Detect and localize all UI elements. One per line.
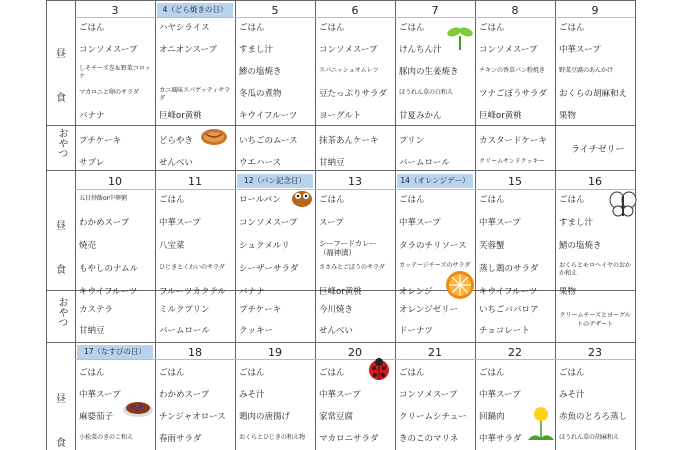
lunch-item: オレンジ — [399, 287, 433, 297]
grid-vline — [475, 0, 476, 450]
lunch-item: ごはん — [559, 23, 585, 33]
lunch-item: コンソメスープ — [79, 45, 138, 55]
lunch-item: 赤魚のとろろ蒸し — [559, 412, 628, 422]
orange-slice-icon — [443, 270, 477, 300]
lunch-item: ヨーグルト — [319, 111, 362, 121]
lunch-item: ごはん — [79, 368, 105, 378]
lunch-item: コンソメスープ — [399, 390, 458, 400]
lunch-item: ごはん — [479, 23, 505, 33]
snack-item: プリン — [399, 136, 425, 146]
lunch-item: すまし汁 — [559, 218, 594, 228]
lunch-item: コンソメスープ — [479, 45, 538, 55]
lunch-item: ごはん — [479, 195, 505, 205]
lunch-item: ささみとごぼうのサラダ — [319, 264, 385, 271]
side-label-lunch: 昼 — [56, 49, 66, 60]
snack-item: 甘納豆 — [79, 326, 105, 336]
side-label-lunch-2: 食 — [56, 265, 66, 276]
lunch-item: 春雨サラダ — [159, 434, 202, 444]
lunch-item: スパニッシュオムレツ — [319, 67, 379, 74]
snack-item: クリームチーズとヨーグルトのデザート — [559, 312, 631, 328]
day-number: 23 — [588, 346, 602, 359]
lunch-item: 五目炒飯or中華粥 — [79, 195, 127, 202]
lunch-item: ごはん — [399, 23, 425, 33]
lunch-item: フルーツカクテル — [159, 287, 226, 297]
leaf-sprout-icon — [445, 22, 475, 52]
lunch-item: ごはん — [239, 23, 265, 33]
lunch-item: 中華スープ — [479, 390, 521, 400]
lunch-item: キウイフルーツ — [79, 287, 138, 297]
lunch-item: ごはん — [79, 23, 105, 33]
lunch-item: 中華スープ — [79, 390, 121, 400]
lunch-item: ごはん — [319, 368, 345, 378]
side-label-lunch-2: 食 — [56, 93, 66, 104]
lunch-item: 蒸し鶏のサラダ — [479, 264, 539, 274]
snack-item: クリームサンドクッキー — [479, 158, 545, 165]
day-number: 21 — [428, 346, 442, 359]
lunch-item: ごはん — [239, 368, 265, 378]
day-number: 3 — [111, 4, 119, 17]
side-label-snack: おやつ — [56, 128, 67, 158]
snack-item: クッキー — [239, 326, 274, 336]
lunch-item: 豆たっぷりサラダ — [319, 89, 387, 99]
grid-vline — [155, 0, 156, 450]
grid-hline — [46, 170, 636, 171]
side-label-snack: おやつ — [56, 297, 67, 327]
day-header: 4（どら焼きの日） — [157, 3, 233, 17]
lunch-item: コンソメスープ — [319, 45, 378, 55]
lunch-item: ひじきとくわいのサラダ — [159, 264, 225, 271]
lunch-item: 中華スープ — [559, 45, 601, 55]
snack-item: バームロール — [159, 326, 210, 336]
lunch-item: オニオンスープ — [159, 45, 218, 55]
grid-vline — [46, 0, 47, 450]
lunch-item: キウイフルーツ — [239, 111, 298, 121]
lunch-item: 巨峰or黄桃 — [319, 287, 362, 297]
lunch-item: すまし汁 — [239, 45, 274, 55]
day-number: 5 — [271, 4, 279, 17]
lunch-item: わかめスープ — [79, 218, 130, 228]
lunch-item: 巨峰or黄桃 — [479, 111, 522, 121]
snack-item: ライチゼリー — [571, 145, 625, 155]
lunch-item: 中華サラダ — [479, 434, 522, 444]
lunch-item: ごはん — [159, 195, 185, 205]
day-number: 11 — [188, 175, 202, 188]
lunch-item: バナナ — [79, 111, 105, 121]
lunch-item: ほうれん草の胡麻和え — [559, 434, 619, 441]
day-number: 6 — [351, 4, 359, 17]
snack-item: オレンジゼリー — [399, 305, 459, 315]
lunch-item: スープ — [319, 218, 344, 228]
lunch-item: おくらとモロヘイヤのおかか和え — [559, 262, 631, 277]
lunch-item: 果物 — [559, 111, 577, 121]
lunch-item: しそチーズ巻＆野菜コロッケ — [79, 65, 151, 80]
lunch-item: シーフードカレー（福神漬） — [319, 239, 377, 257]
lunch-item: 回鍋肉 — [479, 412, 505, 422]
grid-vline — [315, 0, 316, 450]
lunch-item: ごはん — [319, 23, 345, 33]
lunch-item: おくらとひじきの和え物 — [239, 434, 305, 441]
lunch-item: ごはん — [319, 195, 345, 205]
snack-item: せんべい — [319, 326, 353, 336]
lunch-item: 中華スープ — [399, 218, 441, 228]
grid-vline — [235, 0, 236, 450]
lunch-item: ごはん — [399, 368, 425, 378]
lunch-item: タラのチリソース — [399, 241, 467, 251]
side-label-lunch-2: 食 — [56, 438, 66, 449]
snack-item: ウエハース — [239, 158, 282, 168]
lunch-item: みそ汁 — [559, 390, 585, 400]
lunch-item: マカロニと卵のサラダ — [79, 89, 139, 96]
lunch-item: 巨峰or黄桃 — [159, 111, 202, 121]
lunch-item: シュクメルリ — [239, 241, 290, 251]
lunch-item: ごはん — [479, 368, 505, 378]
lunch-item: 焼売 — [79, 241, 97, 251]
day-number: 9 — [591, 4, 599, 17]
snack-item: 抹茶あんケーキ — [319, 136, 379, 146]
snack-item: せんべい — [159, 158, 193, 168]
snack-item: カスタードケーキ — [479, 136, 547, 146]
lunch-item: 小松菜のきのこ和え — [79, 434, 133, 441]
side-label-lunch: 昼 — [56, 221, 66, 232]
lunch-item: 果物 — [559, 287, 577, 297]
snack-item: ミルクプリン — [159, 305, 210, 315]
lunch-item: ほうれん草の白和え — [399, 89, 453, 96]
lunch-item: ごはん — [559, 368, 585, 378]
lunch-item: みそ汁 — [239, 390, 265, 400]
lunch-item: けんちん汁 — [399, 45, 442, 55]
lunch-item: マカロニサラダ — [319, 434, 379, 444]
lunch-item: 麻婆茄子 — [79, 412, 114, 422]
lunch-item: 家常豆腐 — [319, 412, 354, 422]
grid-hline — [75, 359, 635, 360]
snack-item: チョコレート — [479, 326, 530, 336]
grid-hline — [75, 189, 635, 190]
lunch-item: チンジャオロース — [159, 412, 226, 422]
snack-item: どらやき — [159, 136, 194, 146]
lunch-item: ごはん — [559, 195, 585, 205]
lunch-item: おくらの胡麻和え — [559, 89, 628, 99]
lunch-item: チキンの香草パン粉焼き — [479, 67, 545, 74]
dorayaki-icon — [200, 128, 228, 146]
lunch-item: 中華スープ — [319, 390, 361, 400]
snack-item: サブレ — [79, 158, 105, 168]
grid-hline — [46, 0, 636, 1]
day-number: 16 — [588, 175, 602, 188]
grid-vline — [395, 0, 396, 450]
lunch-item: 冬瓜の煮物 — [239, 89, 282, 99]
lunch-item: 鯵の塩焼き — [239, 67, 282, 77]
day-header: 17（なすびの日） — [77, 345, 153, 359]
lunch-item: ごはん — [159, 368, 185, 378]
lunch-item: わかめスープ — [159, 390, 210, 400]
lunch-item: ツナごぼうサラダ — [479, 89, 547, 99]
side-label-lunch: 昼 — [56, 394, 66, 405]
lunch-item: ロールパン — [239, 195, 281, 205]
snack-item: プチケーキ — [239, 305, 282, 315]
day-number: 8 — [511, 4, 519, 17]
lunch-item: 八宝菜 — [159, 241, 185, 251]
lunch-item: 鯖の塩焼き — [559, 241, 602, 251]
day-number: 13 — [348, 175, 362, 188]
lunch-item: 芙蓉蟹 — [479, 241, 505, 251]
ladybug-icon — [365, 357, 393, 381]
bread-owl-icon — [290, 186, 314, 208]
lunch-item: 野菜豆腐のあんかけ — [559, 67, 613, 74]
lunch-item: 中華スープ — [159, 218, 201, 228]
day-header: 12（パン記念日） — [237, 174, 313, 188]
butterfly-icon — [608, 190, 638, 218]
lunch-item: カニ風味スパゲッティサラダ — [159, 87, 231, 102]
dandelion-icon — [524, 404, 558, 444]
mabo-dish-icon — [122, 398, 154, 418]
lunch-item: 豚肉の生姜焼き — [399, 67, 459, 77]
lunch-item: 甘夏みかん — [399, 111, 442, 121]
grid-vline — [635, 0, 636, 450]
day-number: 18 — [188, 346, 202, 359]
snack-item: いちごババロア — [479, 305, 539, 315]
lunch-item: ハヤシライス — [159, 23, 210, 33]
day-number: 10 — [108, 175, 122, 188]
day-number: 22 — [508, 346, 522, 359]
day-number: 20 — [348, 346, 362, 359]
day-number: 19 — [268, 346, 282, 359]
day-number: 7 — [431, 4, 439, 17]
day-header: 14（オレンジデー） — [397, 174, 473, 188]
lunch-item: ごはん — [399, 195, 425, 205]
snack-item: バームロール — [399, 158, 450, 168]
lunch-item: きのこのマリネ — [399, 434, 459, 444]
lunch-item: もやしのナムル — [79, 264, 139, 274]
grid-hline — [46, 125, 636, 126]
lunch-item: 中華スープ — [479, 218, 521, 228]
lunch-item: シーザーサラダ — [239, 264, 299, 274]
lunch-item: キウイフルーツ — [479, 287, 538, 297]
day-number: 15 — [508, 175, 522, 188]
lunch-item: コンソメスープ — [239, 218, 298, 228]
snack-item: いちごのムース — [239, 136, 298, 146]
lunch-item: カッテージチーズのサラダ — [399, 262, 471, 269]
grid-vline — [555, 0, 556, 450]
snack-item: カステラ — [79, 305, 113, 315]
snack-item: 甘納豆 — [319, 158, 345, 168]
snack-item: ドーナツ — [399, 326, 433, 336]
grid-hline — [46, 342, 636, 343]
lunch-item: クリームシチュー — [399, 412, 467, 422]
lunch-item: バナナ — [239, 287, 265, 297]
lunch-item: 鶏肉の唐揚げ — [239, 412, 291, 422]
snack-item: プチケーキ — [79, 136, 122, 146]
grid-hline — [75, 17, 635, 18]
grid-vline — [75, 0, 76, 450]
snack-item: 今川焼き — [319, 305, 354, 315]
